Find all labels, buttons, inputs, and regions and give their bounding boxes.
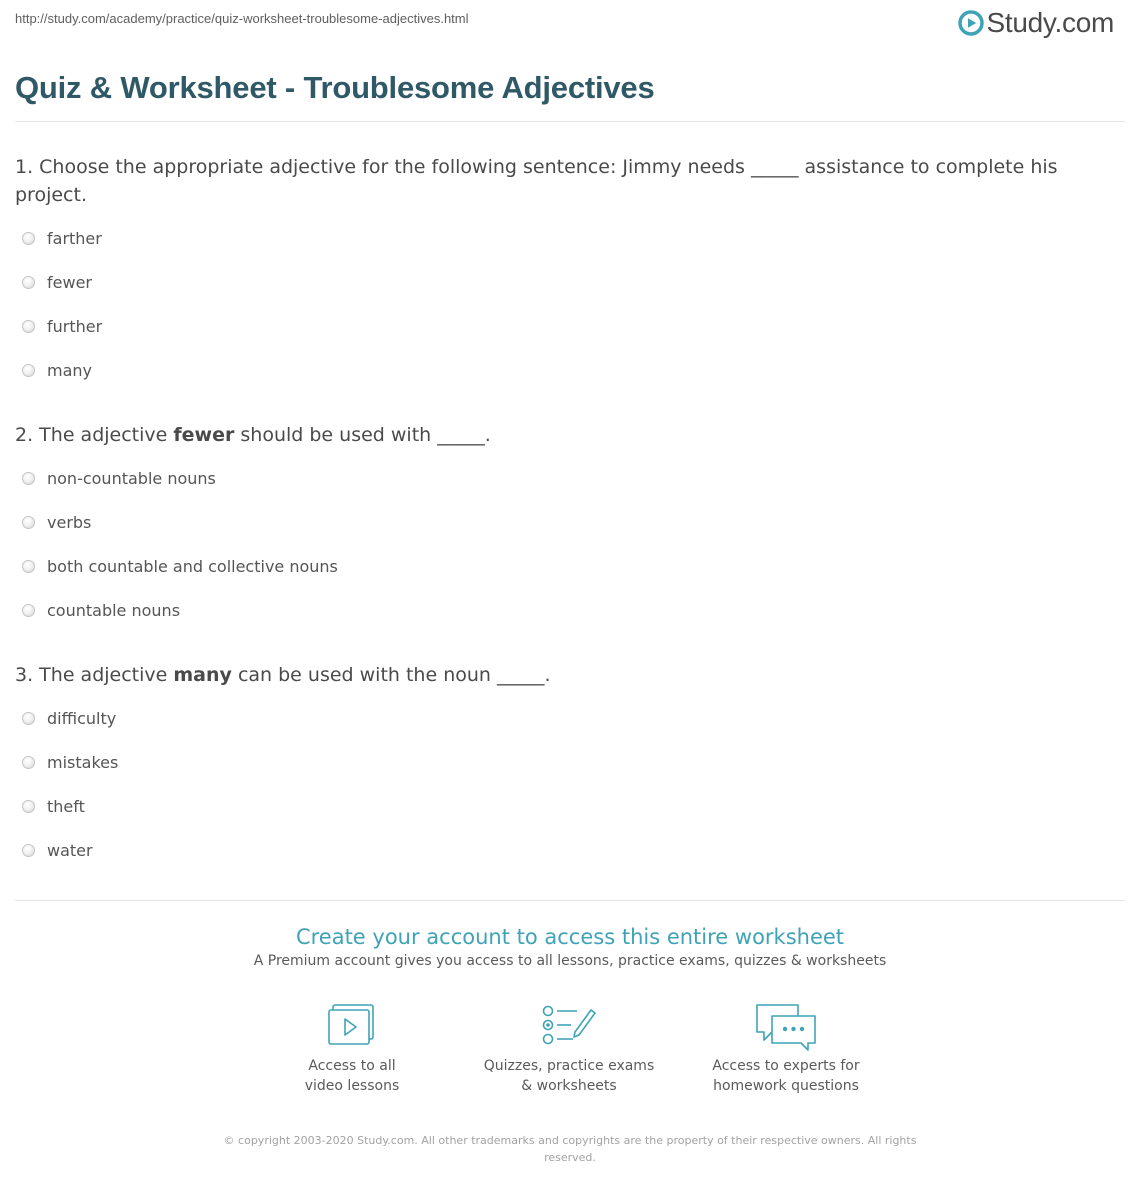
answer-option[interactable]	[22, 707, 116, 729]
answer-label: verbs	[47, 512, 92, 532]
answer-label: theft	[47, 796, 85, 816]
study-logo[interactable]	[958, 8, 1115, 38]
answer-label: difficulty	[47, 708, 117, 728]
cta-subtitle: A Premium account gives you access to all lessons, practice exams, quizzes & worksheets	[253, 953, 887, 969]
title-divider	[15, 121, 1125, 122]
answer-label: fewer	[47, 272, 92, 292]
section-divider	[15, 900, 1125, 901]
page-url: http://study.com/academy/practice/quiz-worksheet-troublesome-adjectives.html	[15, 11, 469, 26]
quiz-checklist-icon	[541, 1002, 597, 1048]
answer-option[interactable]	[22, 555, 338, 577]
answer-option[interactable]	[22, 271, 92, 293]
radio-button[interactable]	[22, 232, 35, 245]
question-keyword: many	[173, 664, 232, 686]
answer-option[interactable]	[22, 599, 180, 621]
question-keyword: fewer	[173, 424, 235, 446]
chat-bubbles-icon	[754, 1002, 818, 1052]
answer-option[interactable]	[22, 467, 216, 489]
radio-button[interactable]	[22, 472, 35, 485]
feature-label-line: Quizzes, practice exams	[483, 1058, 655, 1074]
answer-option[interactable]	[22, 359, 92, 381]
question-text: 2. The adjective	[15, 424, 174, 446]
answer-option[interactable]	[22, 751, 118, 773]
answer-label: both countable and collective nouns	[47, 556, 338, 576]
radio-button[interactable]	[22, 320, 35, 333]
feature-label	[257, 1056, 447, 1096]
question-text: 3. The adjective	[15, 664, 174, 686]
radio-button[interactable]	[22, 364, 35, 377]
radio-button[interactable]	[22, 604, 35, 617]
page-title: Quiz & Worksheet - Troublesome Adjectives	[15, 70, 655, 105]
feature-experts	[691, 1002, 881, 1096]
answer-label: non-countable nouns	[47, 468, 216, 488]
feature-label-line: homework questions	[713, 1078, 859, 1094]
answer-option[interactable]	[22, 839, 93, 861]
play-circle-icon	[958, 10, 984, 36]
radio-button[interactable]	[22, 756, 35, 769]
feature-label-line: video lessons	[304, 1078, 400, 1094]
answer-label: countable nouns	[47, 600, 181, 620]
feature-label	[474, 1056, 664, 1096]
feature-label-line: Access to experts for	[712, 1058, 860, 1074]
feature-quizzes	[474, 1002, 664, 1096]
answer-label: further	[47, 316, 103, 336]
radio-button[interactable]	[22, 516, 35, 529]
radio-button[interactable]	[22, 712, 35, 725]
radio-button[interactable]	[22, 276, 35, 289]
answer-label: water	[47, 840, 93, 860]
video-lessons-icon	[326, 1002, 378, 1048]
question-text: can be used with the noun _____.	[231, 664, 551, 686]
question-text: should be used with _____.	[234, 424, 491, 446]
feature-label-line: Access to all	[308, 1058, 396, 1074]
answer-label: mistakes	[47, 752, 119, 772]
feature-label	[691, 1056, 881, 1096]
answer-option[interactable]	[22, 315, 102, 337]
answer-option[interactable]	[22, 227, 102, 249]
feature-label-line: & worksheets	[521, 1078, 617, 1094]
cta-title[interactable]: Create your account to access this entire worksheet	[295, 925, 845, 949]
feature-video-lessons	[257, 1002, 447, 1096]
answer-option[interactable]	[22, 511, 91, 533]
question-3-text	[15, 661, 1110, 689]
copyright-text: © copyright 2003-2020 Study.com. All other trademarks and copyrights are the property of their respective owners. All rights reserved.	[223, 1134, 917, 1164]
answer-label: farther	[47, 228, 102, 248]
answer-label: many	[47, 360, 92, 380]
answer-option[interactable]	[22, 795, 85, 817]
question-2-text	[15, 421, 1110, 449]
radio-button[interactable]	[22, 800, 35, 813]
radio-button[interactable]	[22, 560, 35, 573]
question-1-text: 1. Choose the appropriate adjective for the following sentence: Jimmy needs _____ assistance to complete his project.	[15, 156, 1058, 206]
logo-text: Study.com	[986, 7, 1114, 38]
radio-button[interactable]	[22, 844, 35, 857]
